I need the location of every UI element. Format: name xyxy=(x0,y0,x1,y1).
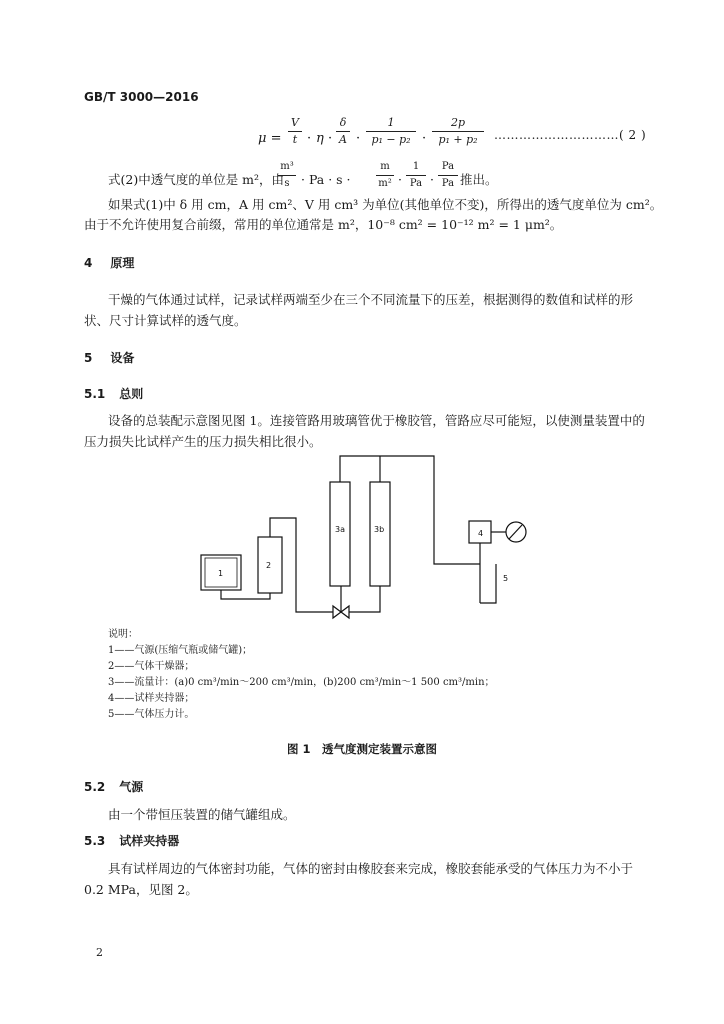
fraction-pa-pa: Pa Pa xyxy=(438,160,458,191)
legend-item: 1——气源(压缩气瓶或储气罐)； xyxy=(108,645,253,656)
section-4-line-2: 状、尺寸计算试样的透气度。 xyxy=(84,313,247,328)
pipe-valve-3b xyxy=(349,586,380,612)
page-number: 2 xyxy=(96,946,103,959)
label-1: 1 xyxy=(218,569,224,578)
fraction-pressure-sum: 2p p₁ + p₂ xyxy=(432,116,484,147)
section-4-heading: 4 原理 xyxy=(84,256,135,270)
section-5-heading: 5 设备 xyxy=(84,351,135,365)
section-5-1-heading: 5.1 总则 xyxy=(84,387,144,401)
units-paragraph-line-1: 如果式(1)中 δ 用 cm，A 用 cm²、V 用 cm³ 为单位(其他单位不变)，所得出的透气度单位为 cm²。 xyxy=(108,197,663,212)
flowmeter-3b xyxy=(370,482,390,586)
legend-item: 2——气体干燥器； xyxy=(108,661,195,672)
label-2: 2 xyxy=(266,561,272,570)
units-paragraph-line-2: 由于不允许使用复合前缀，常用的单位通常是 m²，10⁻⁸ cm² = 10⁻¹² m² = 1 μm²。 xyxy=(84,217,563,232)
section-5-3-line-2: 0.2 MPa，见图 2。 xyxy=(84,882,198,897)
label-4: 4 xyxy=(478,529,484,538)
pipe-source-dryer xyxy=(221,590,270,599)
section-5-1-line-1: 设备的总装配示意图见图 1。连接管路用玻璃管优于橡胶管，管路应尽可能短，以使测量装置中的 xyxy=(108,413,645,428)
flowmeter-3a xyxy=(330,482,350,586)
fraction-m-m2: m m² xyxy=(376,160,394,191)
section-5-3-heading: 5.3 试样夹持器 xyxy=(84,834,180,848)
standard-number: GB/T 3000—2016 xyxy=(84,90,199,104)
section-5-3-line-1: 具有试样周边的气体密封功能，气体的密封由橡胶套来完成，橡胶套能承受的气体压力为不小于 xyxy=(108,861,634,876)
three-way-valve xyxy=(333,606,341,618)
section-5-2-heading: 5.2 气源 xyxy=(84,780,144,794)
legend-item: 5——气体压力计。 xyxy=(108,709,195,720)
eta-symbol: η xyxy=(316,131,324,146)
fraction-v-t: V t xyxy=(288,116,302,147)
fraction-delta-a: δ A xyxy=(336,116,350,147)
legend-item: 3——流量计：(a)0 cm³/min～200 cm³/min，(b)200 cm³/min～1 500 cm³/min； xyxy=(108,677,495,688)
label-3a: 3a xyxy=(335,525,345,534)
formula-lhs: μ = xyxy=(258,131,282,146)
pipe-3a-top xyxy=(340,456,480,564)
legend xyxy=(108,627,495,723)
legend-item: 4——试样夹持器； xyxy=(108,693,195,704)
section-5-1-line-2: 压力损失比试样产生的压力损失相比很小。 xyxy=(84,434,322,449)
fraction-1-pa: 1 Pa xyxy=(406,160,426,191)
fraction-m3-s: m³ s xyxy=(278,160,296,191)
section-4-line-1: 干燥的气体通过试样，记录试样两端至少在三个不同流量下的压差，根据测得的数值和试样的形 xyxy=(108,292,634,307)
fraction-pressure-diff: 1 p₁ − p₂ xyxy=(366,116,416,147)
figure-caption: 图 1 透气度测定装置示意图 xyxy=(286,742,437,756)
section-5-2-text: 由一个带恒压装置的储气罐组成。 xyxy=(108,807,296,822)
equation-number: …………………………( 2 ) xyxy=(494,128,647,142)
legend-title: 说明： xyxy=(108,629,138,640)
pipe-dryer-valve xyxy=(270,518,333,612)
label-5: 5 xyxy=(503,574,509,583)
unit-derivation-line: 式(2)中透气度的单位是 m²，由 m³ s · Pa · s · m m² · 1 Pa · Pa Pa 推出。 xyxy=(108,161,498,189)
formula-2: μ = V t · η · δ A · 1 p₁ − p₂ · 2p p₁ + p₂ xyxy=(258,116,598,164)
label-3b: 3b xyxy=(374,525,385,534)
gas-manometer xyxy=(480,564,496,603)
